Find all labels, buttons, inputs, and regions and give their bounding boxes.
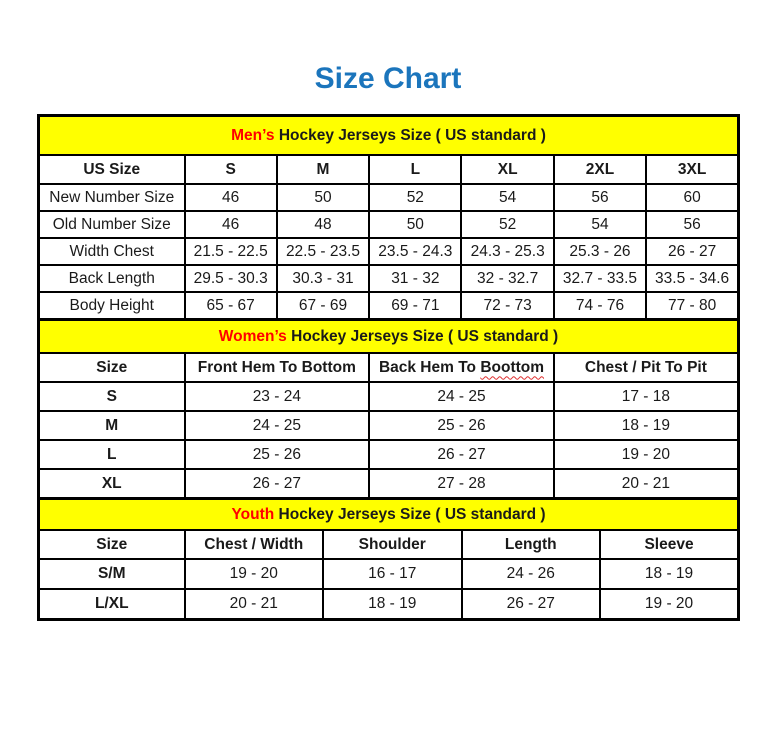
data-cell: 26 - 27 xyxy=(462,589,601,620)
column-header-label: Sleeve xyxy=(644,535,694,553)
data-cell: 50 xyxy=(277,184,369,211)
table-row xyxy=(39,440,739,469)
row-label-cell: S xyxy=(39,382,185,411)
data-cell: 65 - 67 xyxy=(185,292,277,320)
row-label-cell: Back Length xyxy=(39,265,185,292)
section-band-row-womens xyxy=(39,320,739,354)
column-header-cell xyxy=(600,530,739,559)
column-header-cell xyxy=(554,155,646,184)
table-row xyxy=(39,469,739,499)
section-title-youth xyxy=(39,499,739,531)
row-label-cell: L/XL xyxy=(39,589,185,620)
table-row xyxy=(39,238,739,265)
data-cell: 26 - 27 xyxy=(646,238,738,265)
data-cell: 56 xyxy=(646,211,738,238)
data-cell: 24 - 25 xyxy=(369,382,554,411)
data-cell: 21.5 - 22.5 xyxy=(185,238,277,265)
column-header-cell xyxy=(646,155,738,184)
column-header-cell xyxy=(39,155,185,184)
data-cell: 18 - 19 xyxy=(600,559,739,589)
column-header-label: Size xyxy=(96,535,128,553)
row-label-cell: Old Number Size xyxy=(39,211,185,238)
data-cell: 46 xyxy=(185,184,277,211)
data-cell: 52 xyxy=(461,211,553,238)
size-table-mens xyxy=(37,114,740,321)
data-cell: 18 - 19 xyxy=(323,589,462,620)
data-cell: 19 - 20 xyxy=(185,559,324,589)
column-header-cell xyxy=(185,353,370,382)
column-header-label: XL xyxy=(497,160,518,178)
data-cell: 19 - 20 xyxy=(554,440,739,469)
table-row xyxy=(39,589,739,620)
column-header-cell xyxy=(185,155,277,184)
data-cell: 77 - 80 xyxy=(646,292,738,320)
data-cell: 46 xyxy=(185,211,277,238)
data-cell: 23 - 24 xyxy=(185,382,370,411)
section-title-mens xyxy=(39,116,739,156)
data-cell: 50 xyxy=(369,211,461,238)
table-row xyxy=(39,292,739,320)
data-cell: 26 - 27 xyxy=(369,440,554,469)
column-header-label: Shoulder xyxy=(358,535,426,553)
data-cell: 54 xyxy=(461,184,553,211)
row-label-cell: New Number Size xyxy=(39,184,185,211)
row-label-cell: M xyxy=(39,411,185,440)
data-cell: 22.5 - 23.5 xyxy=(277,238,369,265)
size-table-womens xyxy=(37,318,740,500)
data-cell: 25 - 26 xyxy=(185,440,370,469)
data-cell: 24.3 - 25.3 xyxy=(461,238,553,265)
column-header-cell xyxy=(39,530,185,559)
section-title-accent: Women’s xyxy=(218,327,287,345)
data-cell: 48 xyxy=(277,211,369,238)
data-cell: 74 - 76 xyxy=(554,292,646,320)
page xyxy=(0,62,776,754)
page-title: Size Chart xyxy=(314,62,462,95)
column-header-cell xyxy=(462,530,601,559)
column-header-label: S xyxy=(225,160,236,178)
table-row xyxy=(39,411,739,440)
column-header-cell xyxy=(461,155,553,184)
row-label-cell: L xyxy=(39,440,185,469)
column-header-label: M xyxy=(316,160,330,178)
section-band-row-youth xyxy=(39,499,739,531)
section-title-rest: Hockey Jerseys Size ( US standard ) xyxy=(278,126,546,144)
data-cell: 24 - 25 xyxy=(185,411,370,440)
data-cell: 19 - 20 xyxy=(600,589,739,620)
column-header-cell xyxy=(323,530,462,559)
column-header-row-womens xyxy=(39,353,739,382)
data-cell: 27 - 28 xyxy=(369,469,554,499)
section-band-row-mens xyxy=(39,116,739,156)
data-cell: 54 xyxy=(554,211,646,238)
data-cell: 17 - 18 xyxy=(554,382,739,411)
column-header-label: US Size xyxy=(83,160,141,178)
column-header-label: L xyxy=(410,160,421,178)
data-cell: 60 xyxy=(646,184,738,211)
column-header-cell xyxy=(39,353,185,382)
data-cell: 72 - 73 xyxy=(461,292,553,320)
data-cell: 24 - 26 xyxy=(462,559,601,589)
section-title-rest: Hockey Jerseys Size ( US standard ) xyxy=(291,327,559,345)
table-row xyxy=(39,265,739,292)
section-title-rest: Hockey Jerseys Size ( US standard ) xyxy=(278,505,546,523)
data-cell: 25 - 26 xyxy=(369,411,554,440)
data-cell: 23.5 - 24.3 xyxy=(369,238,461,265)
column-header-label: Chest / Pit To Pit xyxy=(584,358,707,376)
column-header-label: Length xyxy=(504,535,557,553)
data-cell: 67 - 69 xyxy=(277,292,369,320)
table-row xyxy=(39,211,739,238)
row-label-cell: Body Height xyxy=(39,292,185,320)
size-chart-tables xyxy=(37,114,737,621)
column-header-label: 2XL xyxy=(585,160,615,178)
data-cell: 33.5 - 34.6 xyxy=(646,265,738,292)
data-cell: 30.3 - 31 xyxy=(277,265,369,292)
data-cell: 69 - 71 xyxy=(369,292,461,320)
column-header-cell xyxy=(369,353,554,382)
table-row xyxy=(39,559,739,589)
data-cell: 18 - 19 xyxy=(554,411,739,440)
data-cell: 32 - 32.7 xyxy=(461,265,553,292)
column-header-row-mens xyxy=(39,155,739,184)
data-cell: 20 - 21 xyxy=(185,589,324,620)
data-cell: 29.5 - 30.3 xyxy=(185,265,277,292)
column-header-cell xyxy=(369,155,461,184)
data-cell: 32.7 - 33.5 xyxy=(554,265,646,292)
data-cell: 16 - 17 xyxy=(323,559,462,589)
data-cell: 56 xyxy=(554,184,646,211)
section-title-accent: Men’s xyxy=(231,126,275,144)
section-title-womens xyxy=(39,320,739,354)
column-header-row-youth xyxy=(39,530,739,559)
column-header-label: Size xyxy=(96,358,128,376)
column-header-label: Chest / Width xyxy=(204,535,304,553)
data-cell: 26 - 27 xyxy=(185,469,370,499)
column-header-cell xyxy=(554,353,739,382)
row-label-cell: XL xyxy=(39,469,185,499)
data-cell: 31 - 32 xyxy=(369,265,461,292)
row-label-cell: S/M xyxy=(39,559,185,589)
section-title-accent: Youth xyxy=(231,505,275,523)
column-header-label: Back Hem To xyxy=(378,358,476,376)
column-header-cell xyxy=(185,530,324,559)
data-cell: 20 - 21 xyxy=(554,469,739,499)
column-header-label: 3XL xyxy=(677,160,707,178)
table-row xyxy=(39,184,739,211)
misspelled-word: Boottom xyxy=(480,358,545,376)
column-header-cell xyxy=(277,155,369,184)
row-label-cell: Width Chest xyxy=(39,238,185,265)
data-cell: 52 xyxy=(369,184,461,211)
size-table-youth xyxy=(37,497,740,621)
data-cell: 25.3 - 26 xyxy=(554,238,646,265)
table-row xyxy=(39,382,739,411)
column-header-label: Front Hem To Bottom xyxy=(197,358,356,376)
